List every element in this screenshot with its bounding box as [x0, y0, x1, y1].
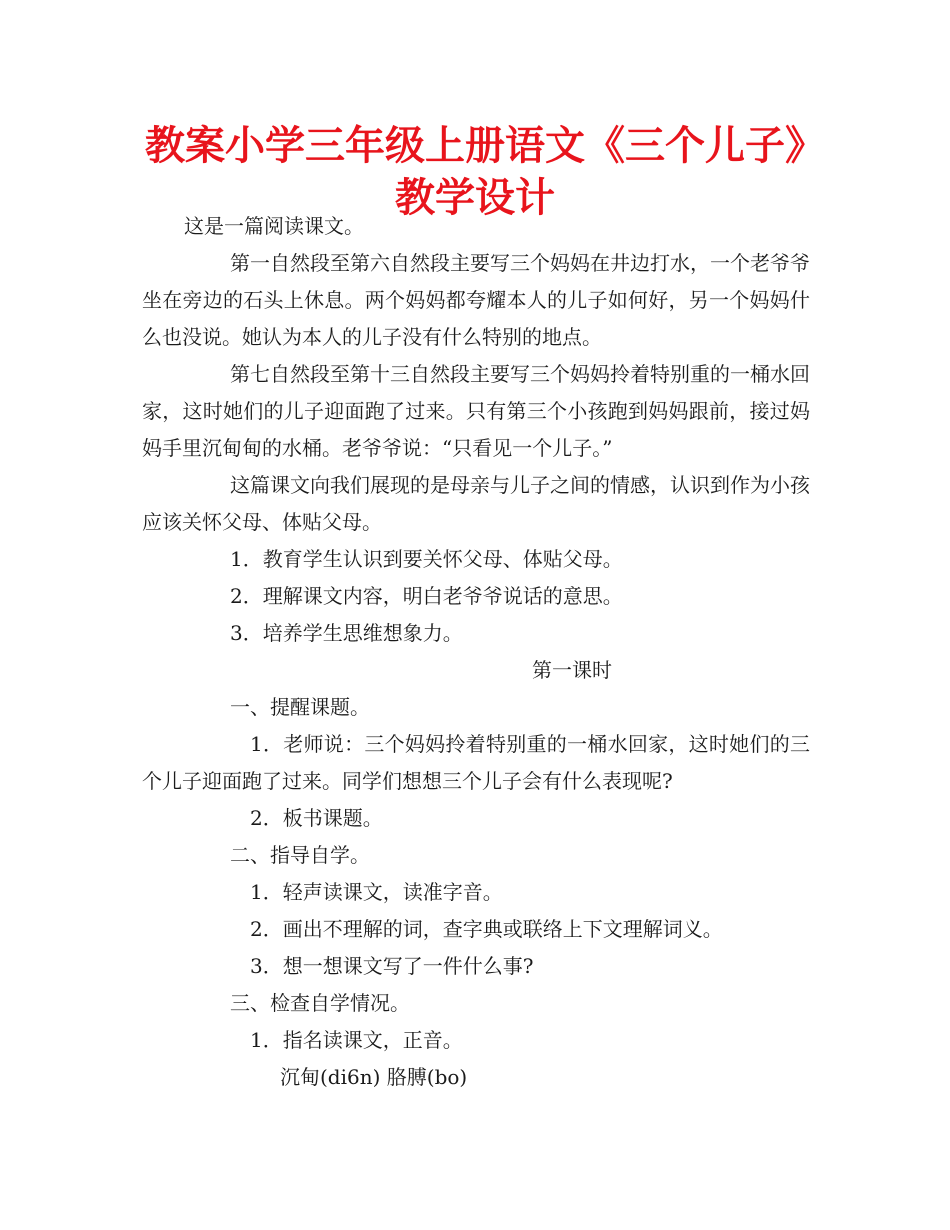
step-item-2-2: 2．画出不理解的词，查字典或联络上下文理解词义。: [250, 917, 723, 941]
document-title: 教案小学三年级上册语文《三个儿子》教学设计: [145, 123, 805, 221]
step-item-2-3: 3．想一想课文写了一件什么事?: [250, 954, 534, 978]
paragraph-intro: 这是一篇阅读课文。: [184, 214, 364, 238]
goal-item-1: 1．教育学生认识到要关怀父母、体贴父母。: [230, 547, 623, 571]
paragraph-summary-1: 第一自然段至第六自然段主要写三个妈妈在井边打水，一个老爷爷坐在旁边的石头上休息。两个妈妈都夸耀本人的儿子如何好，另一个妈妈什么也没说。她认为本人的儿子没有什么特别的地点。: [142, 251, 810, 349]
section-heading-1: 一、提醒课题。: [230, 695, 370, 719]
paragraph-summary-2: 第七自然段至第十三自然段主要写三个妈妈拎着特别重的一桶水回家，这时她们的儿子迎面跑了过来。只有第三个小孩跑到妈妈跟前，接过妈妈手里沉甸甸的水桶。老爷爷说：“只看见一个儿子。”: [142, 362, 810, 460]
goal-item-2: 2．理解课文内容，明白老爷爷说话的意思。: [230, 584, 623, 608]
lesson-heading: 第一课时: [532, 658, 612, 682]
step-item-1-2: 2．板书课题。: [250, 806, 383, 830]
step-item-3-1: 1．指名读课文，正音。: [250, 1028, 463, 1052]
paragraph-theme: 这篇课文向我们展现的是母亲与儿子之间的情感，认识到作为小孩应该关怀父母、体贴父母。: [142, 473, 810, 534]
step-item-2-1: 1．轻声读课文，读准字音。: [250, 880, 503, 904]
section-heading-3: 三、检查自学情况。: [230, 991, 410, 1015]
goal-item-3: 3．培养学生思维想象力。: [230, 621, 463, 645]
phonetic-note: 沉甸(di6n) 胳膊(bo): [280, 1065, 468, 1089]
document-body: [142, 208, 810, 1096]
step-item-1-1: 1．老师说：三个妈妈拎着特别重的一桶水回家，这时她们的三个儿子迎面跑了过来。同学们想想三个儿子会有什么表现呢?: [142, 732, 810, 793]
section-heading-2: 二、指导自学。: [230, 843, 370, 867]
